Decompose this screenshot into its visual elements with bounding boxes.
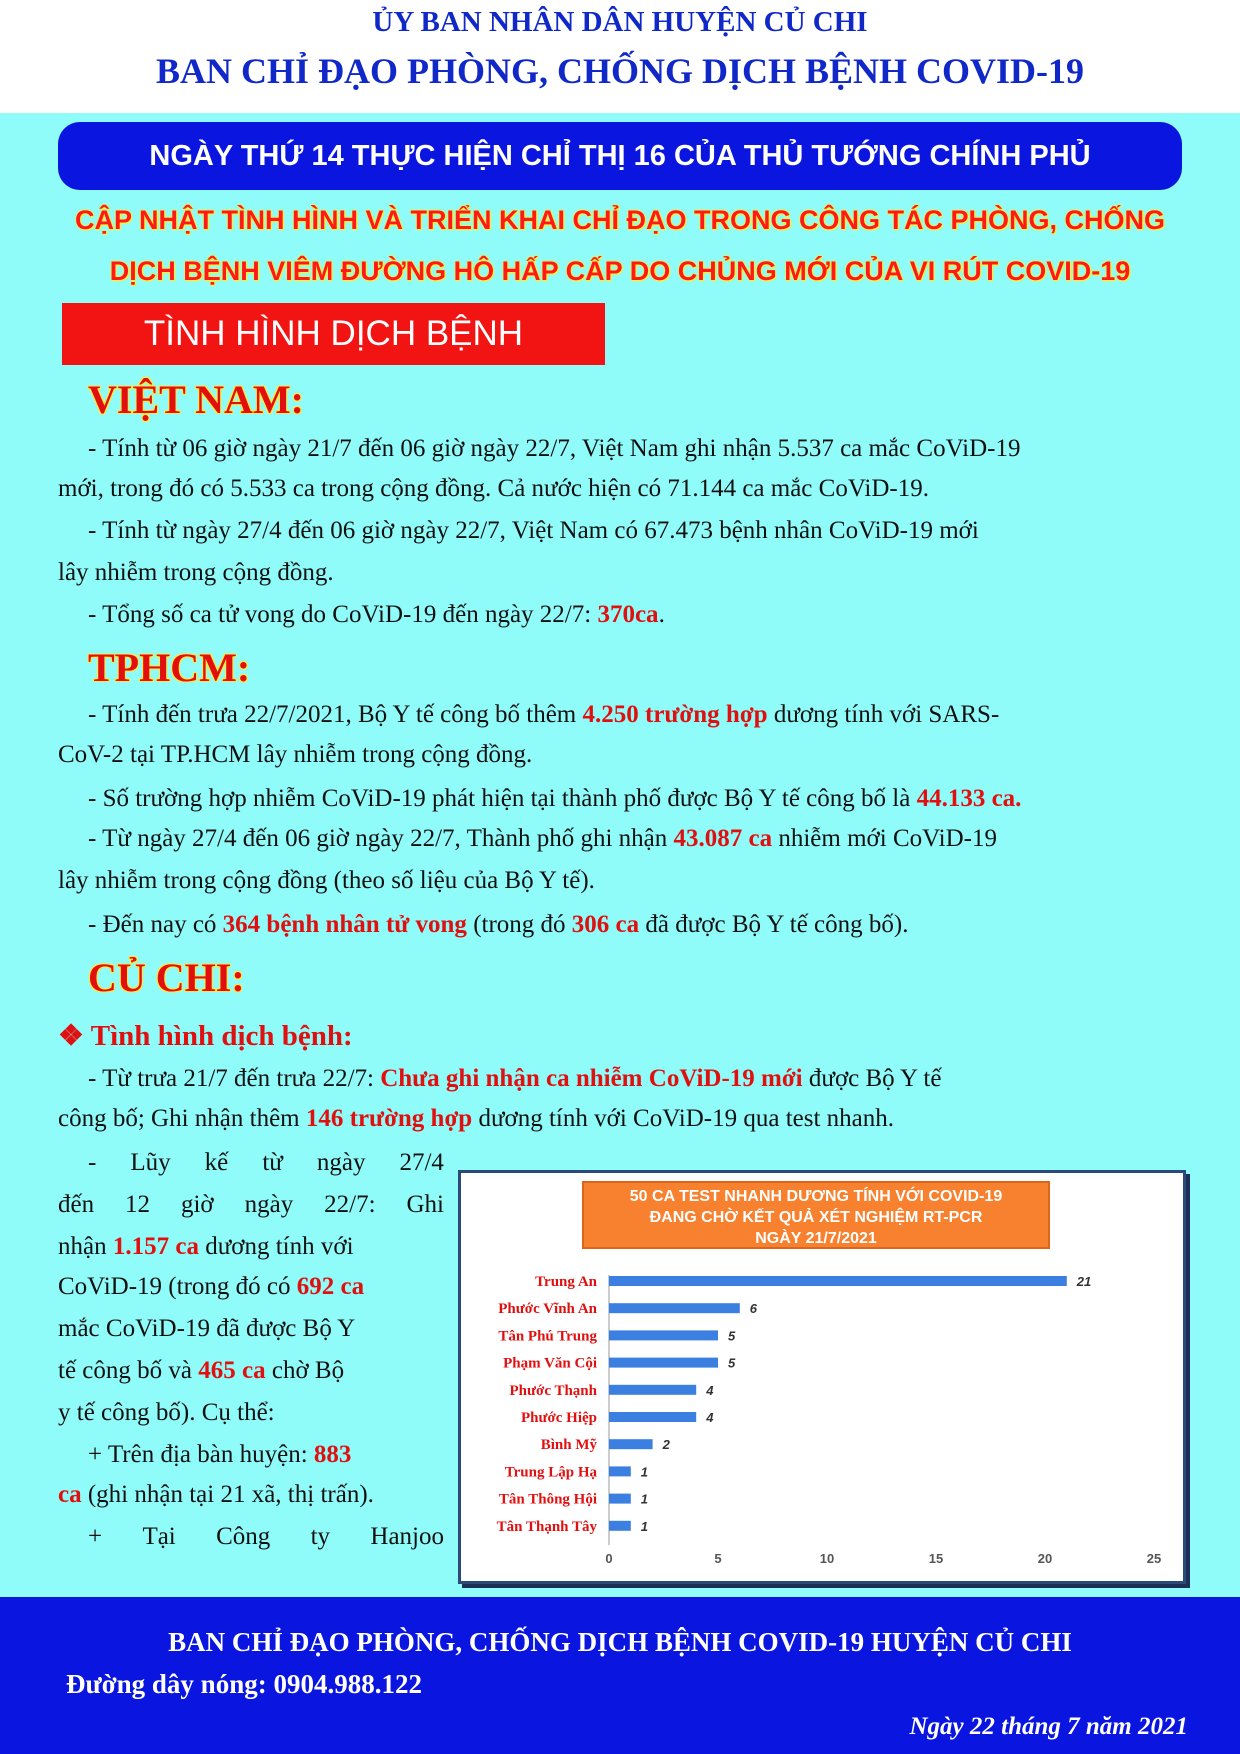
chart-title-line-2: ĐANG CHỜ KẾT QUẢ XÉT NGHIỆM RT-PCR bbox=[649, 1209, 983, 1226]
hcm-p3-text: - Từ ngày 27/4 đến 06 giờ ngày 22/7, Thành phố ghi nhận bbox=[88, 825, 674, 852]
hcm-p2 bbox=[88, 784, 1021, 814]
hcm-p3-end: nhiễm mới CoViD-19 bbox=[772, 825, 998, 852]
header bbox=[0, 0, 1240, 113]
x-tick-label: 10 bbox=[819, 1551, 835, 1566]
footer-hotline: Đường dây nóng: 0904.988.122 bbox=[66, 1669, 422, 1699]
vn-p2-l1: - Tính từ ngày 27/4 đến 06 giờ ngày 22/7, Việt Nam có 67.473 bệnh nhân CoViD-19 mới bbox=[88, 517, 979, 544]
word: Tại bbox=[142, 1523, 176, 1550]
cc-col-l2 bbox=[58, 1190, 444, 1220]
cuchi-sub-heading: ❖ Tình hình dịch bệnh: bbox=[58, 1020, 353, 1052]
heading-vietnam: VIỆT NAM: bbox=[88, 377, 304, 422]
data-label: 1 bbox=[640, 1491, 649, 1507]
cc-no-new: Chưa ghi nhận ca nhiễm CoViD-19 mới bbox=[380, 1065, 803, 1092]
bar bbox=[609, 1303, 740, 1313]
day-banner: NGÀY THỨ 14 THỰC HIỆN CHỈ THỊ 16 CỦA THỦ TƯỚNG CHÍNH PHỦ bbox=[58, 122, 1182, 190]
cc-col-l5: mắc CoViD-19 đã được Bộ Y bbox=[58, 1315, 356, 1342]
word: từ bbox=[262, 1149, 283, 1176]
data-label: 5 bbox=[728, 1328, 736, 1344]
header-line-2: BAN CHỈ ĐẠO PHÒNG, CHỐNG DỊCH BỆNH COVID-19 bbox=[155, 51, 1085, 91]
data-label: 1 bbox=[640, 1464, 649, 1480]
cc-col-l9 bbox=[58, 1480, 374, 1510]
hcm-p4-end: đã được Bộ Y tế công bố). bbox=[639, 911, 909, 938]
vn-p3-text: - Tổng số ca tử vong do CoViD-19 đến ngày 22/7: bbox=[88, 601, 598, 628]
section-title: TÌNH HÌNH DỊCH BỆNH bbox=[62, 303, 605, 365]
vn-deaths: 370ca bbox=[597, 601, 659, 628]
cc-p1-l2-text: công bố; Ghi nhận thêm bbox=[58, 1105, 306, 1132]
hcm-p1-end: dương tính với SARS- bbox=[767, 701, 1000, 728]
cc-announced: 692 ca bbox=[296, 1273, 365, 1300]
category-label: Tân Thạnh Tây bbox=[496, 1518, 597, 1535]
hcm-p3-l2: lây nhiễm trong cộng đồng (theo số liệu của Bộ Y tế). bbox=[58, 867, 595, 894]
cc-col-l1 bbox=[88, 1148, 444, 1178]
word: ngày bbox=[244, 1191, 294, 1218]
word: giờ bbox=[180, 1191, 214, 1218]
cc-p1-l2 bbox=[58, 1104, 894, 1134]
cc-l3-end: dương tính với bbox=[198, 1233, 354, 1260]
chart-title bbox=[582, 1181, 1050, 1249]
cc-col-l7: y tế công bố). Cụ thể: bbox=[58, 1399, 275, 1426]
category-label: Tân Phú Trung bbox=[498, 1328, 597, 1345]
word: Ghi bbox=[406, 1191, 444, 1218]
data-label: 21 bbox=[1076, 1274, 1092, 1289]
hcm-new-cases: 4.250 trường hợp bbox=[582, 701, 768, 728]
word: ty bbox=[310, 1523, 331, 1550]
bar bbox=[609, 1330, 718, 1340]
chart-title-line-3: NGÀY 21/7/2021 bbox=[755, 1230, 877, 1247]
hcm-community: 43.087 ca bbox=[673, 825, 773, 852]
category-label: Bình Mỹ bbox=[540, 1437, 597, 1454]
word: - bbox=[88, 1149, 97, 1176]
word: Lũy bbox=[130, 1149, 171, 1176]
x-tick-label: 15 bbox=[928, 1551, 944, 1566]
subtitle-line-2: DỊCH BỆNH VIÊM ĐƯỜNG HÔ HẤP CẤP DO CHỦNG MỚI CỦA VI RÚT COVID-19 bbox=[109, 256, 1131, 286]
cc-l4-text: CoViD-19 (trong đó có bbox=[58, 1273, 297, 1300]
cc-rapid-cases: 146 trường hợp bbox=[305, 1105, 473, 1132]
data-label: 6 bbox=[749, 1301, 758, 1317]
word: 12 bbox=[125, 1191, 151, 1218]
word: Công bbox=[216, 1523, 271, 1550]
data-label: 1 bbox=[640, 1518, 649, 1534]
vn-p2-l2: lây nhiễm trong cộng đồng. bbox=[58, 559, 334, 586]
bar bbox=[609, 1494, 631, 1504]
bar bbox=[609, 1412, 696, 1422]
data-label: 2 bbox=[662, 1437, 670, 1453]
cc-col-l4 bbox=[58, 1272, 364, 1302]
data-label: 4 bbox=[706, 1382, 714, 1398]
word: kế bbox=[204, 1149, 229, 1176]
heading-tphcm: TPHCM: bbox=[88, 645, 251, 690]
bar bbox=[609, 1521, 631, 1531]
vn-p3-end: . bbox=[658, 601, 665, 628]
cc-col-l10 bbox=[88, 1522, 444, 1552]
x-tick-label: 25 bbox=[1146, 1551, 1162, 1566]
hcm-p1-text: - Tính đến trưa 22/7/2021, Bộ Y tế công bố thêm bbox=[88, 701, 583, 728]
hcm-p3-l1 bbox=[88, 824, 997, 854]
cc-district: 883 bbox=[313, 1441, 352, 1468]
bar bbox=[609, 1385, 696, 1395]
cc-l8-text: + Trên địa bàn huyện: bbox=[88, 1441, 314, 1468]
word: ngày bbox=[316, 1149, 366, 1176]
hcm-deaths: 364 bệnh nhân tử vong bbox=[222, 911, 467, 938]
category-label: Phước Thạnh bbox=[509, 1382, 597, 1399]
hcm-deaths-announced: 306 ca bbox=[571, 911, 640, 938]
hcm-p1-l2: CoV-2 tại TP.HCM lây nhiễm trong cộng đồng. bbox=[58, 741, 533, 768]
category-label: Tân Thông Hội bbox=[498, 1491, 597, 1508]
data-label: 5 bbox=[728, 1355, 736, 1371]
x-tick-label: 0 bbox=[605, 1551, 613, 1566]
footer bbox=[0, 1597, 1240, 1754]
bar bbox=[609, 1439, 653, 1449]
cc-pending: 465 ca bbox=[198, 1357, 266, 1384]
cc-p1-end: được Bộ Y tế bbox=[802, 1065, 942, 1092]
cc-col-l6 bbox=[58, 1356, 344, 1386]
hcm-p4-mid: (trong đó bbox=[466, 911, 572, 938]
cc-l9-text: (ghi nhận tại 21 xã, thị trấn). bbox=[81, 1481, 374, 1508]
word: 22/7: bbox=[324, 1191, 376, 1218]
category-label: Trung Lập Hạ bbox=[504, 1464, 597, 1481]
hcm-p4 bbox=[88, 910, 908, 940]
category-label: Phước Vĩnh An bbox=[498, 1301, 597, 1318]
cc-p1-l2-end: dương tính với CoViD-19 qua test nhanh. bbox=[472, 1105, 895, 1132]
cc-col-l3 bbox=[58, 1232, 354, 1262]
bar bbox=[609, 1466, 631, 1476]
x-tick-label: 20 bbox=[1037, 1551, 1053, 1566]
bar bbox=[609, 1358, 718, 1368]
category-label: Trung An bbox=[535, 1274, 597, 1290]
cc-district-unit: ca bbox=[58, 1481, 82, 1508]
category-label: Phước Hiệp bbox=[520, 1410, 597, 1426]
hcm-p2-text: - Số trường hợp nhiễm CoViD-19 phát hiện tại thành phố được Bộ Y tế công bố là bbox=[88, 785, 917, 812]
x-tick-label: 5 bbox=[714, 1551, 722, 1566]
category-label: Phạm Văn Cội bbox=[503, 1355, 597, 1372]
footer-date: Ngày 22 tháng 7 năm 2021 bbox=[909, 1713, 1188, 1740]
cc-p1-l1 bbox=[88, 1064, 941, 1094]
cc-p1-text: - Từ trưa 21/7 đến trưa 22/7: bbox=[88, 1065, 381, 1092]
vn-p1-l1: - Tính từ 06 giờ ngày 21/7 đến 06 giờ ngày 22/7, Việt Nam ghi nhận 5.537 ca mắc CoViD-19 bbox=[88, 435, 1021, 462]
word: + bbox=[88, 1523, 103, 1550]
word: Hanjoo bbox=[370, 1523, 444, 1550]
cc-cumulative: 1.157 ca bbox=[112, 1233, 199, 1260]
vn-p3 bbox=[88, 600, 665, 630]
cc-col-l8 bbox=[88, 1440, 351, 1470]
header-line-1: ỦY BAN NHÂN DÂN HUYỆN CỦ CHI bbox=[372, 6, 868, 38]
hcm-p1-l1 bbox=[88, 700, 999, 730]
cc-l3-text: nhận bbox=[58, 1233, 113, 1260]
cc-l6-end: chờ Bộ bbox=[265, 1357, 345, 1384]
hcm-total: 44.133 ca. bbox=[916, 785, 1022, 812]
word: 27/4 bbox=[399, 1149, 444, 1176]
data-label: 4 bbox=[706, 1410, 714, 1425]
vn-p1-l2: mới, trong đó có 5.533 ca trong cộng đồng. Cả nước hiện có 71.144 ca mắc CoViD-19. bbox=[58, 475, 929, 502]
chart-title-line-1: 50 CA TEST NHANH DƯƠNG TÍNH VỚI COVID-19 bbox=[629, 1188, 1003, 1205]
cc-l6-text: tế công bố và bbox=[58, 1357, 199, 1384]
heading-cuchi: CỦ CHI: bbox=[88, 955, 245, 1000]
subtitle-line-1: CẬP NHẬT TÌNH HÌNH VÀ TRIỂN KHAI CHỈ ĐẠO TRONG CÔNG TÁC PHÒNG, CHỐNG bbox=[74, 205, 1165, 235]
word: đến bbox=[58, 1191, 95, 1218]
hcm-p4-text: - Đến nay có bbox=[88, 911, 223, 938]
footer-org: BAN CHỈ ĐẠO PHÒNG, CHỐNG DỊCH BỆNH COVID-19 HUYỆN CỦ CHI bbox=[168, 1627, 1072, 1657]
bar bbox=[609, 1276, 1067, 1286]
